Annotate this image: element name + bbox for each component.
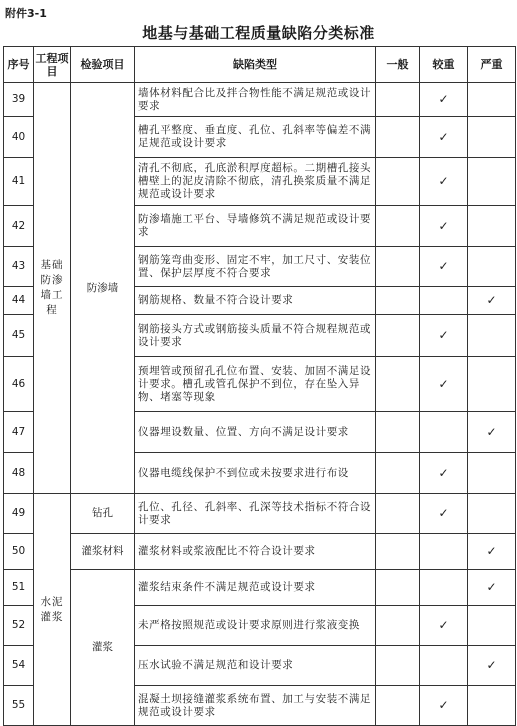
general-cell [376, 606, 420, 646]
general-cell [376, 412, 420, 453]
table-row [4, 570, 516, 606]
row-number: 39 [4, 83, 34, 117]
check-mark-icon: ✓ [486, 658, 497, 672]
severe-cell [468, 158, 516, 206]
general-cell [376, 646, 420, 686]
moderate-cell [420, 206, 468, 247]
header-seq: 序号 [4, 47, 34, 83]
moderate-cell [420, 315, 468, 357]
check-mark-icon: ✓ [438, 465, 449, 480]
severe-cell [468, 412, 516, 453]
defect-description: 墙体材料配合比及拌合物性能不满足规范或设计要求 [135, 83, 376, 117]
general-cell [376, 315, 420, 357]
header-defect: 缺陷类型 [135, 47, 376, 83]
defect-table [3, 46, 516, 726]
moderate-cell [420, 534, 468, 570]
moderate-cell [420, 686, 468, 726]
annex-label: 附件3-1 [5, 7, 47, 20]
moderate-cell [420, 83, 468, 117]
severe-cell [468, 494, 516, 534]
severe-cell [468, 534, 516, 570]
header-severe: 严重 [468, 47, 516, 83]
check-mark-icon: ✓ [486, 424, 497, 439]
header-row [4, 47, 516, 83]
defect-description: 钢筋笼弯曲变形、固定不牢，加工尺寸、安装位置、保护层厚度不符合要求 [135, 247, 376, 287]
general-cell [376, 570, 420, 606]
severe-cell [468, 646, 516, 686]
severe-cell [468, 117, 516, 158]
header-project: 工程项目 [34, 47, 71, 83]
item-cell: 灌浆材料 [71, 534, 135, 570]
item-cell: 钻孔 [71, 494, 135, 534]
severe-cell [468, 83, 516, 117]
severe-cell [468, 315, 516, 357]
defect-description: 压水试验不满足规范和设计要求 [135, 646, 376, 686]
general-cell [376, 534, 420, 570]
row-number: 50 [4, 534, 34, 570]
row-number: 41 [4, 158, 34, 206]
check-mark-icon: ✓ [438, 376, 449, 391]
general-cell [376, 206, 420, 247]
row-number: 48 [4, 453, 34, 494]
defect-description: 仪器电缆线保护不到位或未按要求进行布设 [135, 453, 376, 494]
general-cell [376, 83, 420, 117]
severe-cell [468, 686, 516, 726]
general-cell [376, 247, 420, 287]
defect-description: 仪器埋设数量、位置、方向不满足设计要求 [135, 412, 376, 453]
check-mark-icon: ✓ [438, 328, 449, 342]
defect-description: 槽孔平整度、垂直度、孔位、孔斜率等偏差不满足规范或设计要求 [135, 117, 376, 158]
check-mark-icon: ✓ [438, 506, 449, 520]
general-cell [376, 357, 420, 412]
table-row [4, 534, 516, 570]
check-mark-icon: ✓ [486, 544, 497, 558]
check-mark-icon: ✓ [438, 92, 449, 106]
check-mark-icon: ✓ [438, 218, 449, 233]
check-mark-icon: ✓ [438, 174, 449, 188]
severe-cell [468, 570, 516, 606]
moderate-cell [420, 606, 468, 646]
defect-description: 钢筋接头方式或钢筋接头质量不符合规程规范或设计要求 [135, 315, 376, 357]
row-number: 54 [4, 646, 34, 686]
row-number: 49 [4, 494, 34, 534]
row-number: 47 [4, 412, 34, 453]
defect-description: 钢筋规格、数量不符合设计要求 [135, 287, 376, 315]
row-number: 43 [4, 247, 34, 287]
severe-cell [468, 453, 516, 494]
general-cell [376, 494, 420, 534]
severe-cell [468, 606, 516, 646]
row-number: 55 [4, 686, 34, 726]
check-mark-icon: ✓ [486, 293, 497, 307]
defect-description: 清孔不彻底，孔底淤积厚度超标。二期槽孔接头槽壁上的泥皮清除不彻底，清孔换浆质量不满足规范或设计要求 [135, 158, 376, 206]
row-number: 40 [4, 117, 34, 158]
defect-description: 防渗墙施工平台、导墙修筑不满足规范或设计要求 [135, 206, 376, 247]
row-number: 45 [4, 315, 34, 357]
table-row [4, 83, 516, 117]
check-mark-icon: ✓ [486, 580, 497, 594]
moderate-cell [420, 646, 468, 686]
general-cell [376, 287, 420, 315]
moderate-cell [420, 247, 468, 287]
moderate-cell [420, 158, 468, 206]
moderate-cell [420, 453, 468, 494]
row-number: 51 [4, 570, 34, 606]
defect-description: 未严格按照规范或设计要求原则进行浆液变换 [135, 606, 376, 646]
severe-cell [468, 357, 516, 412]
header-moderate: 较重 [420, 47, 468, 83]
row-number: 46 [4, 357, 34, 412]
moderate-cell [420, 357, 468, 412]
item-cell: 灌浆 [71, 570, 135, 726]
header-item: 检验项目 [71, 47, 135, 83]
general-cell [376, 686, 420, 726]
check-mark-icon: ✓ [438, 259, 449, 273]
moderate-cell [420, 494, 468, 534]
severe-cell [468, 206, 516, 247]
check-mark-icon: ✓ [438, 698, 449, 712]
project-cell: 基础防渗墙工程 [34, 83, 71, 494]
check-mark-icon: ✓ [438, 618, 449, 632]
moderate-cell [420, 117, 468, 158]
project-cell: 水泥灌浆 [34, 494, 71, 726]
header-general: 一般 [376, 47, 420, 83]
severe-cell [468, 247, 516, 287]
moderate-cell [420, 570, 468, 606]
page-title: 地基与基础工程质量缺陷分类标准 [142, 24, 375, 42]
defect-description: 孔位、孔径、孔斜率、孔深等技术指标不符合设计要求 [135, 494, 376, 534]
check-mark-icon: ✓ [438, 129, 449, 144]
row-number: 44 [4, 287, 34, 315]
defect-description: 混凝土坝接缝灌浆系统布置、加工与安装不满足规范或设计要求 [135, 686, 376, 726]
moderate-cell [420, 412, 468, 453]
defect-description: 灌浆结束条件不满足规范或设计要求 [135, 570, 376, 606]
general-cell [376, 158, 420, 206]
moderate-cell [420, 287, 468, 315]
defect-description: 预埋管或预留孔孔位布置、安装、加固不满足设计要求。槽孔或管孔保护不到位，存在坠入异物、堵塞等现象 [135, 357, 376, 412]
general-cell [376, 117, 420, 158]
item-cell: 防渗墙 [71, 83, 135, 494]
general-cell [376, 453, 420, 494]
severe-cell [468, 287, 516, 315]
table-row [4, 494, 516, 534]
row-number: 42 [4, 206, 34, 247]
defect-description: 灌浆材料或浆液配比不符合设计要求 [135, 534, 376, 570]
row-number: 52 [4, 606, 34, 646]
